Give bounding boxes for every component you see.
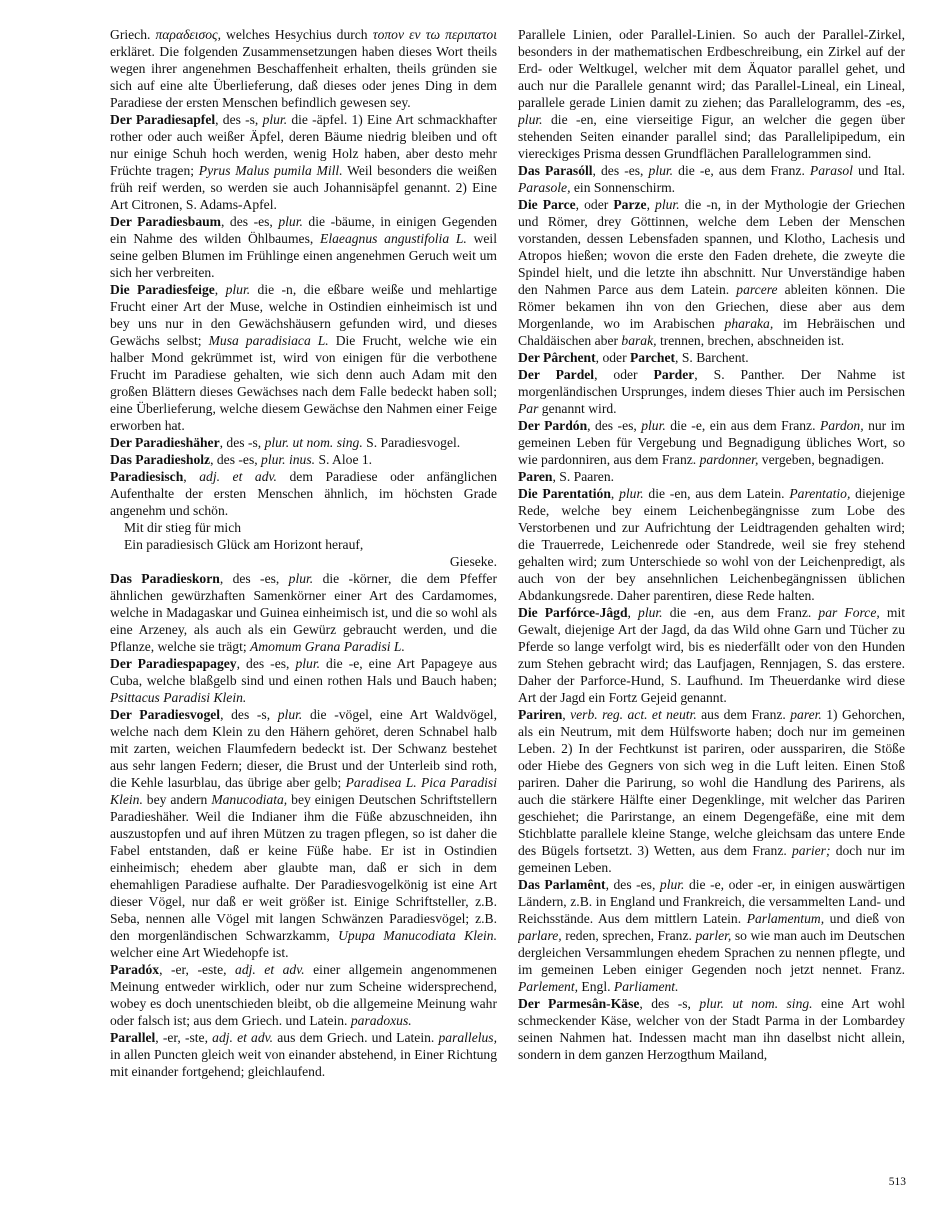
poem-attribution: Gieseke.	[449, 554, 497, 569]
dictionary-entry: Der Pardel, oder Parder, S. Panther. Der Nahme ist morgenländischen Ursprunges, indem dieses Thier auch im Persischen Par genannt wird.	[518, 367, 905, 416]
dictionary-entry: Die Parentatión, plur. die -en, aus dem Latein. Parentatio, diejenige Rede, welche bey einem Leichenbegängnisse zum Lobe des Verstorbenen und zur Aufrichtung der Leidtragenden gehalten wird; die Trauerrede, Leichenrede oder Standrede, weil sie frey stehend gehalten wird; zum Unterschiede so wohl von der Leichenpredigt, als auch von der bey ansehnlichen Leichenbegängnissen üblichen Abdankungsrede. Daher parentiren, diese Rede halten.	[518, 486, 905, 603]
right-entries	[518, 26, 905, 1063]
dictionary-entry: Das Paradieskorn, des -es, plur. die -körner, die dem Pfeffer ähnlichen gewürzhaften Samenkörner einer Art des Cardamomes, welche in Madagaskar und Guinea einheimisch ist, und die so wohl als eine Arzeney, als auch als ein Gewürz gebraucht werden, und die Pflanze, welche sie trägt; Amomum Grana Paradisi L.	[110, 571, 497, 654]
dictionary-entry: Parallel, -er, -ste, adj. et adv. aus dem Griech. und Latein. parallelus, in allen Puncten gleich weit von einander abstehend, in Einer Richtung mit einander fortgehend; gleichlaufend.	[110, 1030, 497, 1079]
dictionary-entry: Die Parfórce-Jâgd, plur. die -en, aus dem Franz. par Force, mit Gewalt, diejenige Art der Jagd, da das Wild ohne Garn und Tücher zu Pferde so lange verfolgt wird, bis es niederfällt oder von den Hunden zum Stehen gebracht wird; das Laufjagen, Rennjagen, S. das erstere. Daher der Parforce-Hund, S. Laufhund. Im Theuerdanke wird diese Art der Jagd ein Fortz Gejeid genannt.	[518, 605, 905, 705]
left-entries-continued	[110, 570, 497, 1080]
dictionary-entry: Das Parlamênt, des -es, plur. die -e, oder -er, in einigen auswärtigen Ländern, z.B. in England und Frankreich, die versammelten Land- und Reichsstände. Aus dem mittlern Latein. Parlamentum, und dieß von parlare, reden, sprechen, Franz. parler, so wie man auch im Deutschen dergleichen Versammlungen ehedem Sprachen zu nennen pflegte, und im gemeinen Leben einiger Gegenden noch jetzt nennet. Franz. Parlement, Engl. Parliament.	[518, 877, 905, 994]
dictionary-entry: Der Parmesân-Käse, des -s, plur. ut nom. sing. eine Art wohl schmeckender Käse, welcher von der Stadt Parma in der Lombardey seinen Nahmen hat. Indessen macht man ihn daselbst nicht allein, sondern in dem ganzen Herzogthum Mailand,	[518, 996, 905, 1062]
dictionary-entry: Paren, S. Paaren.	[518, 469, 615, 484]
dictionary-entry: Das Parasóll, des -es, plur. die -e, aus dem Franz. Parasol und Ital. Parasole, ein Sonnenschirm.	[518, 163, 905, 195]
dictionary-entry: Der Paradieshäher, des -s, plur. ut nom. sing. S. Paradiesvogel.	[110, 435, 461, 450]
dictionary-entry: Der Pardón, des -es, plur. die -e, ein aus dem Franz. Pardon, nur im gemeinen Leben für Vergebung und Begnadigung übliches Wort, so wie pardonniren, aus dem Franz. pardonner, vergeben, begnadigen.	[518, 418, 905, 467]
dictionary-entry: Pariren, verb. reg. act. et neutr. aus dem Franz. parer. 1) Gehorchen, als ein Neutrum, mit dem Hülfsworte haben; doch nur im gemeinen Leben. 2) In der Fechtkunst ist pariren, oder ausspariren, die Stöße oder Hiebe des Gegners von sich weg in die Luft leiten. Einen Stoß pariren. Daher die Parirung, so wohl die Handlung des Parirens, als auch die stärkere Hälfte einer Degenklinge, mit welcher das Pariren geschiehet; die Parirstange, an einem Degengefäße, eine mit dem Stichblatte parallele kleine Stange, welche gleichsam das untere Ende des Bügels fortsetzt. 3) Wetten, aus dem Franz. parier; doch nur im gemeinen Leben.	[518, 707, 905, 875]
poem-quote	[110, 519, 497, 570]
dictionary-entry: Der Paradiesbaum, des -es, plur. die -bäume, in einigen Gegenden ein Nahme des wilden Öhlbaumes, Elaeagnus angustifolia L. weil seine gelben Blumen im Frühlinge einen angenehmen Geruch weit um sich her verbreiten.	[110, 214, 497, 280]
dictionary-entry: Griech. παραδεισος, welches Hesychius durch τοπον εν τω περιπατοι erkläret. Die folgenden Zusammensetzungen haben dieses Wort theils wegen ihrer angenehmen Beschaffenheit erhalten, theils gründen sie sich auf eine alte Überlieferung, daß dieses oder jenes Ding in dem Paradiese der ersten Menschen befindlich gewesen sey.	[110, 27, 497, 110]
dictionary-entry: Der Pârchent, oder Parchet, S. Barchent.	[518, 350, 749, 365]
left-column	[110, 26, 497, 1176]
dictionary-entry: Das Paradiesholz, des -es, plur. inus. S. Aloe 1.	[110, 452, 373, 467]
page-number: 513	[888, 1176, 906, 1188]
dictionary-entry: Der Paradiesvogel, des -s, plur. die -vögel, eine Art Waldvögel, welche nach dem Klein zu den Hähern gehöret, deren Schnabel halb mit zarten, weichen Flaumfedern bedeckt ist. Der Schwanz bestehet aus sehr langen Federn; dieser, die Brust und der Unterleib sind roth, die Kehle lasurblau, das übrige aber gelb; Paradisea L. Pica Paradisi Klein. bey andern Manucodiata, bey einigen Deutschen Schriftstellern Paradieshäher. Weil die Indianer ihm die Füße abzuschneiden, ihn auszustopfen und auf ihren Mützen zu tragen pflegen, so ist daher die Fabel entstanden, daß er keine Füße habe. Er ist in Ostindien einheimisch; ehedem aber glaubte man, daß er sich in dem ehemahligen Paradiese aufhalte. Der Paradiesvogelkönig ist eine Art dieser Vögel, nur daß er weit größer ist. Einige Schriftsteller, z.B. Seba, nennen alle Vögel mit langen Schwänzen Paradiesvögel; z.B. den morgenländischen Schwarzkamm, Upupa Manucodiata Klein. welcher eine Art Wiedehopfe ist.	[110, 707, 497, 960]
dictionary-entry: Der Paradiespapagey, des -es, plur. die -e, eine Art Papageye aus Cuba, welche blaßgelb sind und einen rothen Hals und Bauch haben; Psittacus Paradisi Klein.	[110, 656, 497, 705]
dictionary-entry: Paradóx, -er, -este, adj. et adv. einer allgemein angenommenen Meinung entweder wirklich, oder nur zum Scheine widersprechend, wobey es doch unentschieden bleibt, ob die allgemeine Meinung wahr oder falsch ist; aus dem Griech. und Latein. paradoxus.	[110, 962, 497, 1028]
left-entries	[110, 26, 497, 519]
dictionary-entry: Die Parce, oder Parze, plur. die -n, in der Mythologie der Griechen und Römer, drey Göttinnen, welche dem Leben der Menschen vorstanden, dessen Lebensfaden spannen, und Klotho, Lachesis und Atropos hießen; wovon die erste den Faden drehete, die zweyte die Spindel hielt, und die letzte ihn abschnitt. Nur Unverständige haben den Nahmen Parce aus dem Latein. parcere ableiten können. Die Römer bekamen ihn von den Griechen, diese aber aus dem Morgenlande, wo im Arabischen pharaka, im Hebräischen und Chaldäischen aber barak, trennen, brechen, abschneiden ist.	[518, 197, 905, 348]
dictionary-entry: Parallele Linien, oder Parallel-Linien. So auch der Parallel-Zirkel, besonders in der mathematischen Erdbeschreibung, ein Zirkel auf der Erd- oder Weltkugel, welcher mit dem Äquator parallel gehet, und auch nur die Parallele genannt wird; das Parallel-Lineal, ein Lineal, parallele gerade Linien damit zu ziehen; das Parallelogramm, des -es, plur. die -en, eine vierseitige Figur, an welcher die gegen über stehenden Seiten einander parallel sind; das Parallelipipedum, ein viereckiges Prisma dessen Grundflächen Parallelogrammen sind.	[518, 27, 905, 161]
poem-line: Mit dir stieg für mich	[124, 520, 242, 535]
dictionary-entry: Paradiesisch, adj. et adv. dem Paradiese oder anfänglichen Aufenthalte der ersten Menschen ähnlich, im höchsten Grade angenehm und schön.	[110, 469, 497, 518]
dictionary-entry: Die Paradiesfeige, plur. die -n, die eßbare weiße und mehlartige Frucht einer Art der Muse, welche in Ostindien einheimisch ist und bey uns nur in den Gewächshäusern gefunden wird, und dieses Gewächs selbst; Musa paradisiaca L. Die Frucht, welche wie ein halber Mond gekrümmet ist, wird von einigen für die verbothene Frucht im Paradiese gehalten, wie sich denn auch Adam mit den großen Blättern dieses Gewächses nach dem Falle bedeckt haben soll; eine Überlieferung, welche diesem Gewächse den Nahmen einer Feige erworben hat.	[110, 282, 497, 433]
right-column	[518, 26, 905, 1176]
poem-line: Ein paradiesisch Glück am Horizont herauf,	[124, 537, 364, 552]
dictionary-entry: Der Paradiesapfel, des -s, plur. die -äpfel. 1) Eine Art schmackhafter rother oder auch weißer Äpfel, deren Bäume niedrig bleiben und oft nur einige Schuh hoch werden, wenig Holz haben, aber desto mehr Früchte tragen; Pyrus Malus pumila Mill. Weil besonders die weißen früh reif werden, so werden sie auch Johannisäpfel genannt. 2) Eine Art Citronen, S. Adams-Apfel.	[110, 112, 497, 212]
